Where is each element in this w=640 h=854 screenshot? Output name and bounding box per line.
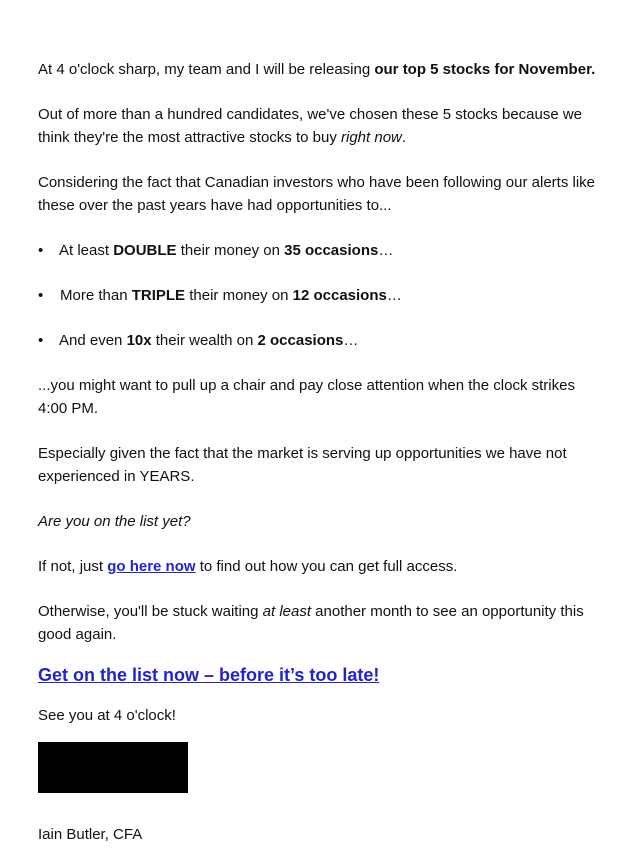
candidates-paragraph: [38, 103, 603, 149]
bullet-text: [59, 329, 358, 352]
bullet-icon: •: [38, 242, 44, 259]
otherwise-pre: Otherwise, you'll be stuck waiting: [38, 603, 263, 620]
intro-bold: our top 5 stocks for November.: [374, 61, 596, 78]
candidates-italic: right now: [341, 129, 402, 146]
email-body: [38, 58, 603, 846]
question-paragraph: [38, 510, 603, 533]
candidates-end: .: [401, 129, 407, 146]
question-text: Are you on the list yet?: [38, 513, 191, 530]
otherwise-italic: at least: [262, 603, 312, 620]
bullet-ellipsis: …: [386, 287, 402, 304]
bullet-emphasis: 10x: [126, 332, 152, 349]
bullet-item-10x: [38, 329, 603, 352]
cta-heading: [38, 663, 603, 687]
bullet-item-triple: [38, 284, 603, 307]
bullet-pre: At least: [59, 242, 114, 259]
bullet-occasions: 2 occasions: [257, 332, 344, 349]
signature: Iain Butler, CFA: [38, 826, 143, 843]
bullet-text: [60, 284, 402, 307]
bullet-occasions: 35 occasions: [284, 242, 379, 259]
ifnot-post: to find out how you can get full access.: [195, 558, 458, 575]
bullet-pre: And even: [59, 332, 127, 349]
bullet-icon: •: [38, 332, 44, 349]
bullet-mid: their money on: [185, 287, 293, 304]
bullet-ellipsis: …: [343, 332, 359, 349]
bullet-mid: their money on: [176, 242, 285, 259]
intro-text: At 4 o'clock sharp, my team and I will be releasing: [38, 61, 375, 78]
bullet-ellipsis: …: [378, 242, 394, 259]
bullet-text: [59, 239, 393, 262]
bullet-emphasis: DOUBLE: [113, 242, 177, 259]
chair-paragraph: ...you might want to pull up a chair and pay close attention when the clock strikes 4:00 PM.: [38, 377, 575, 417]
redacted-logo-block: [38, 742, 188, 793]
ifnot-paragraph: [38, 555, 603, 578]
bullet-icon: •: [38, 287, 44, 304]
otherwise-paragraph: [38, 600, 603, 646]
considering-paragraph: Considering the fact that Canadian investors who have been following our alerts like these over the past years have had opportunities to...: [38, 174, 595, 214]
bullet-pre: More than: [60, 287, 132, 304]
intro-paragraph: [38, 58, 603, 81]
bullet-item-double: [38, 239, 603, 262]
bullet-mid: their wealth on: [151, 332, 258, 349]
ifnot-pre: If not, just: [38, 558, 108, 575]
bullet-occasions: 12 occasions: [292, 287, 387, 304]
candidates-text: Out of more than a hundred candidates, we've chosen these 5 stocks because we think they're the most attractive stocks to buy: [38, 106, 583, 146]
especially-paragraph: Especially given the fact that the market is serving up opportunities we have not experienced in YEARS.: [38, 445, 567, 485]
get-on-list-link[interactable]: Get on the list now – before it’s too late!: [38, 665, 380, 685]
see-you-paragraph: See you at 4 o'clock!: [38, 707, 176, 724]
bullet-emphasis: TRIPLE: [131, 287, 186, 304]
go-here-now-link[interactable]: go here now: [107, 558, 196, 575]
otherwise-post: another month to see an opportunity this good again.: [38, 603, 584, 643]
